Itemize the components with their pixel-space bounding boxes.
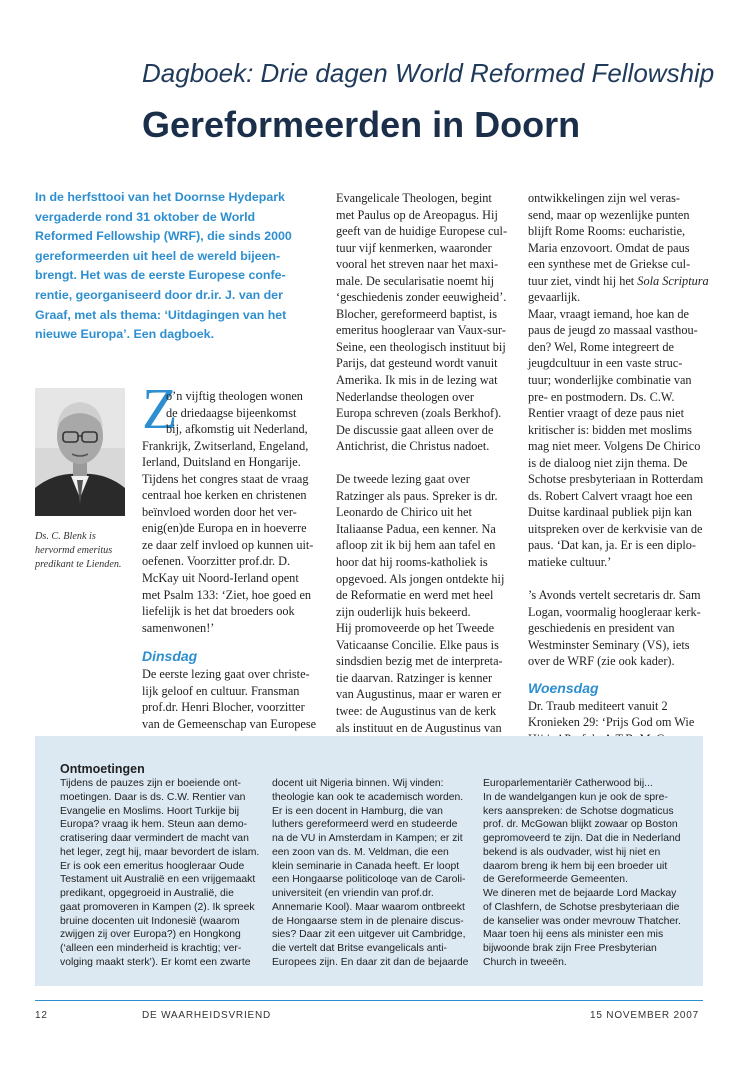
body-line: een synthese met de Griekse cul- <box>528 257 691 272</box>
body-line: pre- en postmodern. Ds. C.W. <box>528 389 675 404</box>
photo-caption <box>35 530 130 572</box>
body-line: paus. ‘Dat kan, ja. Er is een diplo- <box>528 538 697 553</box>
page-number: 12 <box>35 1010 48 1021</box>
box-line: predikant, opgegroeid in Australië, die <box>60 888 234 899</box>
body-line: Hij promoveerde op het Tweede <box>336 621 495 636</box>
body-line: Evangelicale Theologen, begint <box>336 191 492 205</box>
body-line: blijft Rome Rooms: eucharistie, <box>528 224 686 239</box>
body-line: sindsdien bezig met de interpreta- <box>336 654 503 669</box>
paragraph-gap <box>528 571 708 588</box>
box-line: Er is een docent in Hamburg, die van <box>272 805 443 817</box>
body-line: van Augustinus, maar er waren er <box>336 687 502 702</box>
spacer <box>142 636 320 646</box>
box-line: volging maakt sterk’). Er komt een zwarte <box>60 956 251 968</box>
body-line: Parijs, dat gesteund wordt vanuit <box>336 356 498 371</box>
italic-term: Sola Scriptura <box>637 273 709 288</box>
body-line: beïnvloed worden door het ver- <box>142 504 297 519</box>
body-line: Maar, vraagt iemand, hoe kan de <box>528 306 690 321</box>
box-line: In de wandelgangen kun je ook de spre- <box>483 791 668 803</box>
body-line: De eerste lezing gaat over christe- <box>142 667 310 682</box>
article-title: Gereformeerden in Doorn <box>142 104 581 145</box>
box-line: luthers gereformeerd werd en studeerde <box>272 819 458 831</box>
body-line: prof.dr. Henri Blocher, voorzitter <box>142 700 305 715</box>
body-line: ’s Avonds vertelt secretaris dr. Sam <box>528 588 701 603</box>
section-subhead: Woensdag <box>528 679 599 696</box>
box-line: Tijdens de pauzes zijn er boeiende ont- <box>60 778 241 789</box>
body-line: zijn ouderlijk huis bekeerd. <box>336 604 471 619</box>
box-line: daarom breng ik hem bij een broeder uit <box>483 860 668 872</box>
article-kicker: Dagboek: Drie dagen World Reformed Fellowship <box>142 58 715 88</box>
box-line: Er is ook een emeritus hoogleraar Oude <box>60 860 245 872</box>
body-line: Europa schreven (zoals Berkhof). <box>336 406 502 421</box>
body-line: Seine, een theologisch instituut bij <box>336 339 506 354</box>
box-line: bekend is als oudvader, wist hij niet en <box>483 846 661 858</box>
body-line: Dr. Traub mediteert vanuit 2 <box>528 698 668 713</box>
body-line: Vaticaanse Concilie. Elke paus is <box>336 637 499 652</box>
body-line: Frankrijk, Zwitserland, Engeland, <box>142 438 309 453</box>
body-line: Kronieken 29: ‘Prijs God om Wie <box>528 715 695 730</box>
body-line: emeritus hoogleraar van Vaux-sur- <box>336 323 506 338</box>
body-line: tie daarvan. Ratzinger is kenner <box>336 670 493 685</box>
body-line: opgevoed. Als jongen ontdekte hij <box>336 571 505 586</box>
body-line: van de Gemeenschap van Europese <box>142 716 317 731</box>
body-line: met Paulus op de Areopagus. Hij <box>336 207 498 222</box>
body-line: McKay uit Noord-Ierland opent <box>142 571 299 586</box>
box-line: theologie kan ook te academisch worden. <box>272 791 464 803</box>
body-line: samenwonen!’ <box>142 620 215 635</box>
box-line: of Clashfern, de Schotse presbyteriaan die <box>483 901 680 913</box>
body-line: jeugdcultuur in een vaste struc- <box>528 356 683 371</box>
box-line: een zoon van ds. M. Veldman, die een <box>272 846 449 858</box>
body-line: lijk geloof en cultuur. Fransman <box>142 683 300 698</box>
body-line: mag niet meer. Volgens De Chirico <box>528 439 701 454</box>
body-line: vooral het streven naar het maxi- <box>336 257 499 272</box>
box-line: Church in tweeën. <box>483 956 567 968</box>
caption-line: hervormd emeritus <box>35 545 113 556</box>
body-line: Ratzinger als paus. Spreker is dr. <box>336 488 498 503</box>
body-line: enig(en)de Europa en in hoeverre <box>142 521 307 536</box>
intro-line: brengt. Het was de eerste Europese confe- <box>35 268 286 283</box>
issue-date: 15 NOVEMBER 2007 <box>590 1010 699 1021</box>
paragraph-gap <box>336 455 516 472</box>
box-line: moetingen. Daar is ds. C.W. Rentier van <box>60 791 246 803</box>
caption-line: predikant te Lienden. <box>35 559 122 570</box>
body-line: Rentier vraagt of deze paus niet <box>528 406 685 421</box>
box-line: het leger, zegt hij, maar bevordert de islam. <box>60 846 260 858</box>
box-line: docent uit Nigeria binnen. Wij vinden: <box>272 778 444 789</box>
body-line: Italiaanse Padua, een kenner. Na <box>336 521 496 536</box>
body-line: liefelijk is het dat broeders ook <box>142 604 295 619</box>
box-line: kers aanspreken: de Schotse dogmaticus <box>483 805 674 817</box>
body-line: Leonardo de Chirico uit het <box>336 505 472 520</box>
box-line: Maar toen hij eens als minister een mis <box>483 929 664 941</box>
box-line: klein seminarie in Canada heeft. Er loopt <box>272 860 460 872</box>
box-line: prof. dr. McGowan blijkt zowaar op Boston <box>483 819 678 831</box>
body-line: matieke cultuur.’ <box>528 555 612 570</box>
body-line: is de dialoog niet zijn thema. De <box>528 455 688 470</box>
body-line: over de WRF (zie ook kader). <box>528 654 675 669</box>
body-line: twee: de Augustinus van de kerk <box>336 703 497 718</box>
body-line: centraal hoe kerken en christenen <box>142 488 307 503</box>
caption-line: Ds. C. Blenk is <box>35 531 96 542</box>
body-line: ontwikkelingen zijn wel veras- <box>528 191 680 205</box>
body-line: de driedaagse bijeenkomst <box>166 405 297 420</box>
body-line: geschiedenis en president van <box>528 621 675 636</box>
intro-line: Reformed Fellowship (WRF), die sinds 2000 <box>35 229 292 244</box>
intro-line: Graaf, met als thema: ‘Uitdagingen van het <box>35 307 287 322</box>
body-line: uitspreken over de kerkvisie van de <box>528 521 703 536</box>
box-line: Europees zijn. En daar zit dan de bejaarde <box>272 956 469 968</box>
body-line: Antichrist, die Christus nadoet. <box>336 439 490 454</box>
box-column-1 <box>60 777 260 970</box>
box-line: die vertelt dat Britse evangelicals anti- <box>272 943 447 954</box>
article-column-3 <box>528 190 708 748</box>
intro-line: In de herfsttooi van het Doornse Hydepark <box>35 190 285 204</box>
intro-line: gereformeerden uit heel de wereld bijeen- <box>35 248 281 263</box>
box-line: Annemarie Kool). Maar waarom ontbreekt <box>272 901 465 913</box>
box-line: We dineren met de bejaarde Lord Mackay <box>483 888 677 899</box>
box-line: Testament uit Australië en een vrijgemaakt <box>60 874 256 886</box>
body-line: afloop zit ik bij hem aan tafel en <box>336 538 496 553</box>
body-line: Nederlandse theologen over <box>336 389 474 404</box>
box-line: een Hongaarse politicoloqe van de Caroli- <box>272 874 466 886</box>
body-line: male. De secularisatie noemt hij <box>336 273 495 288</box>
box-line: bruine docenten uit Indonesië (waarom <box>60 915 240 927</box>
body-line <box>528 273 708 290</box>
body-line: als instituut en de Augustinus van <box>336 720 502 735</box>
intro-line: nieuwe Europa’. Een dagboek. <box>35 327 215 342</box>
article-column-2 <box>336 190 516 769</box>
box-line: Evangelie en Moslims. Hoort Turkije bij <box>60 805 240 817</box>
box-line: de kanselier was onder mevrouw Thatcher. <box>483 915 681 927</box>
body-line: geeft van de huidige Europese cul- <box>336 224 508 239</box>
body-line: send, maar op wezenlijke punten <box>528 207 690 222</box>
body-line: tuur vijf kenmerken, waaronder <box>336 240 492 255</box>
body-line: hoor dat hij rooms-katholiek is <box>336 555 488 570</box>
body-line: Westminster Seminary (VS), iets <box>528 637 690 652</box>
body-line: gevaarlijk. <box>528 290 581 305</box>
section-subhead: Dinsdag <box>142 648 198 665</box>
body-line: ‘geschiedenis zonder eeuwigheid’. <box>336 290 507 305</box>
body-line: kritischer is: bidden met moslims <box>528 422 692 437</box>
box-line: cratisering daar vermindert de macht van <box>60 833 249 844</box>
body-line: Schotse presbyteriaan in Rotterdam <box>528 472 704 487</box>
body-line: paus de jeugd zo massaal vasthou- <box>528 323 698 338</box>
box-title: Ontmoetingen <box>60 762 145 776</box>
box-line: bijwoonde brak zijn Free Presbyterian <box>483 943 657 954</box>
drop-cap: Z <box>142 376 178 441</box>
body-line: Maria enzovoort. Omdat de paus <box>528 240 690 255</box>
box-line: sies? Daar zit een uitgever uit Cambridge, <box>272 929 466 941</box>
box-line: gepromoveerd te zijn. Dat die in Nederland <box>483 833 681 844</box>
author-photo <box>35 388 125 516</box>
box-line: Europa? vraag ik hem. Steun aan demo- <box>60 819 248 831</box>
box-line: (‘alleen een minderheid is krachtig; ver- <box>60 943 242 954</box>
footer-rule <box>35 1000 703 1001</box>
box-line: na de VU in Amsterdam in Kampen; er zit <box>272 833 463 844</box>
box-line: Europarlementariër Catherwood bij... <box>483 778 653 789</box>
box-line: universiteit (en vriendin van prof.dr. <box>272 888 434 899</box>
box-line: gaat promoveren in Kampen (2). Ik spreek <box>60 901 255 913</box>
intro-line: vergaderde rond 31 oktober de World <box>35 209 256 224</box>
magazine-name: DE WAARHEIDSVRIEND <box>142 1010 272 1021</box>
body-line: o’n vijftig theologen wonen <box>166 389 303 403</box>
box-line: de Hongaarse stem in de plenaire discus- <box>272 915 464 927</box>
body-line: Logan, voormalig hoogleraar kerk- <box>528 604 701 619</box>
body-line: ds. Robert Calvert vraagt hoe een <box>528 488 693 503</box>
article-intro <box>35 188 317 345</box>
box-column-2 <box>272 777 467 970</box>
body-line: Ierland, Duitsland en Hongarije. <box>142 455 301 470</box>
intro-line: rentie, georganiseerd door dr.ir. J. van der <box>35 287 283 302</box>
body-line: ze daar zelf invloed op kunnen uit- <box>142 537 314 552</box>
body-line: de Reformatie en werd met heel <box>336 588 494 603</box>
body-text: tuur ziet, vindt hij het <box>528 273 638 288</box>
spacer <box>528 670 708 678</box>
body-line: bij, afkomstig uit Nederland, <box>166 422 308 437</box>
body-line: Tijdens het congres staat de vraag <box>142 471 309 486</box>
portrait-image <box>35 388 125 516</box>
body-line: De tweede lezing gaat over <box>336 472 470 487</box>
body-line: den? Wel, Rome integreert de <box>528 339 674 354</box>
body-line: Amerika. Ik mis in de lezing wat <box>336 373 498 388</box>
body-line: met Psalm 133: ‘Ziet, hoe goed en <box>142 587 312 602</box>
box-column-3 <box>483 777 688 970</box>
article-column-1 <box>142 388 320 732</box>
body-line: De discussie gaat alleen over de <box>336 422 494 437</box>
body-line: Blocher, gereformeerd baptist, is <box>336 306 498 321</box>
body-line: tuur; wonderlijke combinatie van <box>528 373 692 388</box>
box-line: de Gereformeerde Gemeenten. <box>483 874 628 886</box>
body-line: oefenen. Voorzitter prof.dr. D. <box>142 554 291 569</box>
box-line: zwijgen zij over Europa?) en Hongkong <box>60 929 241 941</box>
body-line: Duitse kardinaal publiek pijn kan <box>528 505 692 520</box>
